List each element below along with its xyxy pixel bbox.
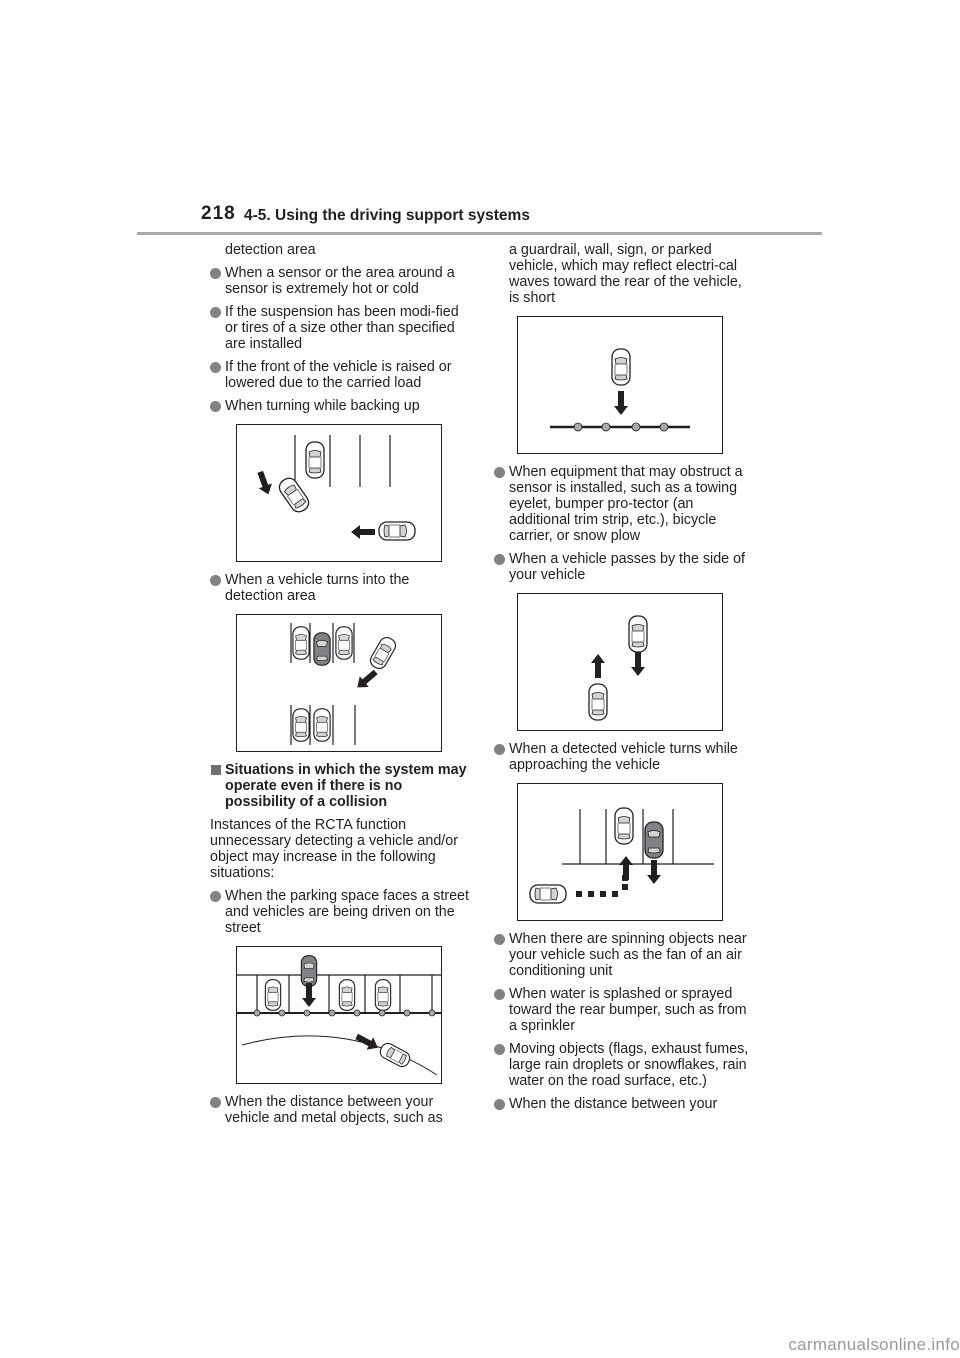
bullet-icon xyxy=(494,467,505,478)
bullet-icon xyxy=(494,554,505,565)
list-item: When equipment that may obstruct a sensor is installed, such as a towing eyelet, bumper pro-tector (an additional trim strip, etc.), bicycle carrier, or snow plow xyxy=(494,464,756,544)
bullet-icon xyxy=(210,362,221,373)
figure-parking-faces-street xyxy=(236,946,442,1084)
list-item: If the front of the vehicle is raised or lowered due to the carried load xyxy=(210,359,470,391)
list-item: When a vehicle turns into the detection area xyxy=(210,572,470,604)
list-item: When a detected vehicle turns while approaching the vehicle xyxy=(494,741,756,773)
bullet-icon xyxy=(210,401,221,412)
body-paragraph: Instances of the RCTA function unnecessary detecting a vehicle and/or object may increase in the following situations: xyxy=(210,817,458,881)
bullet-icon xyxy=(210,891,221,902)
figure-guardrail xyxy=(517,316,723,454)
list-item: When there are spinning objects near your vehicle such as the fan of an air conditioning unit xyxy=(494,931,756,979)
list-item: When the distance between your xyxy=(494,1096,756,1112)
list-item: When a sensor or the area around a sensor is extremely hot or cold xyxy=(210,265,470,297)
list-item: If the suspension has been modi-fied or tires of a size other than specified are installed xyxy=(210,304,470,352)
left-column xyxy=(210,242,470,1133)
bullet-icon xyxy=(494,934,505,945)
bullet-icon xyxy=(210,575,221,586)
bullet-icon xyxy=(210,307,221,318)
bullet-icon xyxy=(210,1097,221,1108)
header-rule xyxy=(137,232,822,235)
figure-detected-vehicle-turns xyxy=(517,783,723,921)
page-number: 218 xyxy=(201,203,236,224)
right-column xyxy=(494,242,756,1119)
figure-vehicle-turns-in xyxy=(236,614,442,752)
continuation-text: detection area xyxy=(225,242,316,258)
bullet-icon xyxy=(494,1044,505,1055)
section-subheading: Situations in which the system may operate even if there is no possibility of a collision xyxy=(210,762,470,810)
list-item: When water is splashed or sprayed toward the rear bumper, such as from a sprinkler xyxy=(494,986,756,1034)
bullet-icon xyxy=(494,989,505,1000)
list-item: When the distance between your vehicle and metal objects, such as xyxy=(210,1094,470,1126)
bullet-icon xyxy=(494,744,505,755)
watermark: carmanualsonline.info xyxy=(788,1335,960,1354)
square-bullet-icon xyxy=(211,765,221,775)
figure-turning-backing xyxy=(236,424,442,562)
section-title: 4-5. Using the driving support systems xyxy=(244,207,530,224)
figure-passing-vehicle xyxy=(517,593,723,731)
list-item: Moving objects (flags, exhaust fumes, large rain droplets or snowflakes, rain water on the road surface, etc.) xyxy=(494,1041,756,1089)
continuation-text: a guardrail, wall, sign, or parked vehicle, which may reflect electri-cal waves toward the rear of the vehicle, is short xyxy=(509,242,742,306)
page-header xyxy=(0,0,960,240)
bullet-icon xyxy=(494,1099,505,1110)
list-item: When the parking space faces a street and vehicles are being driven on the street xyxy=(210,888,470,936)
list-item: When turning while backing up xyxy=(210,398,470,414)
bullet-icon xyxy=(210,268,221,279)
list-item: When a vehicle passes by the side of your vehicle xyxy=(494,551,756,583)
